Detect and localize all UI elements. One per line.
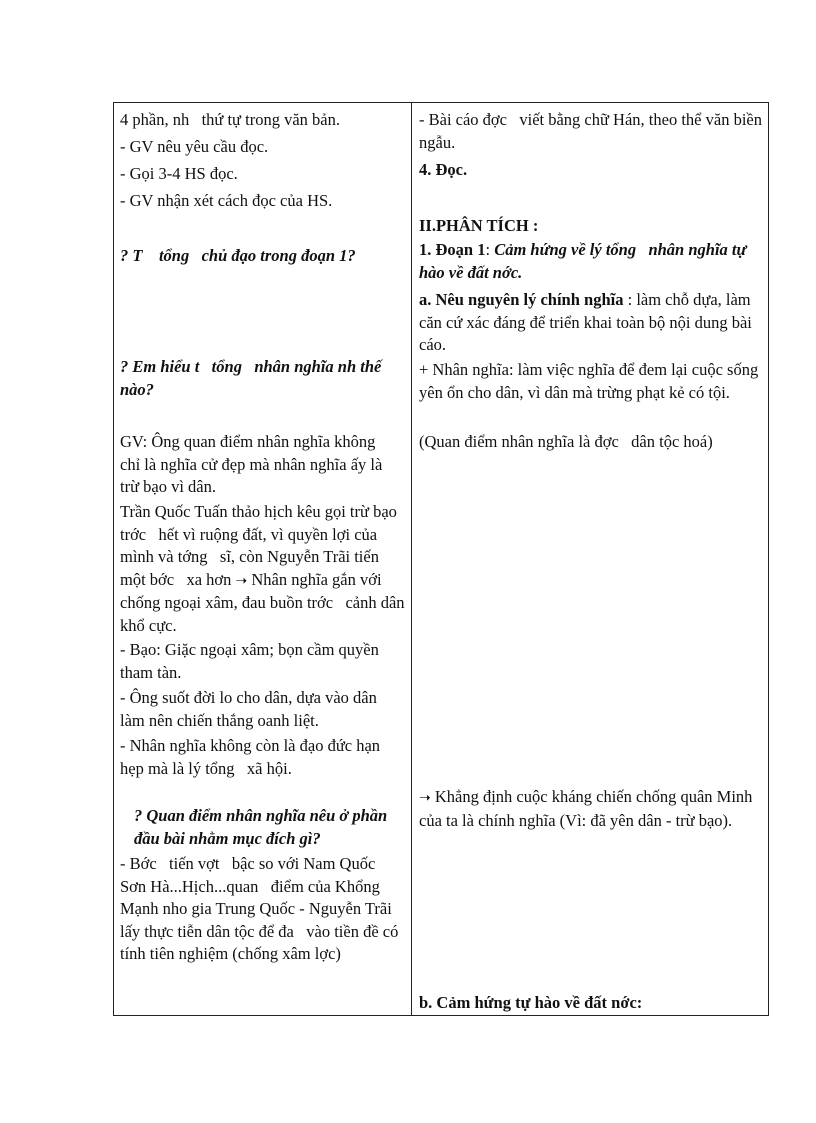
content-column bbox=[412, 103, 768, 1015]
right-paragraph bbox=[419, 786, 762, 832]
question-3: ? Quan điểm nhân nghĩa nêu ở phần đầu bài nhằm mục đích gì? bbox=[134, 806, 392, 848]
left-paragraph: - Bạo: Giặc ngoại xâm; bọn cầm quyền tham tàn. bbox=[120, 640, 384, 682]
subsection-heading bbox=[419, 239, 762, 284]
left-paragraph: - GV nêu yêu cầu đọc. bbox=[120, 137, 269, 156]
question-1: ? T tổng chủ đạo trong đoạn 1? bbox=[120, 246, 356, 265]
point-heading: a. Nêu nguyên lý chính nghĩa bbox=[419, 290, 624, 309]
question-2: ? Em hiểu t tổng nhân nghĩa nh thế nào? bbox=[120, 357, 386, 399]
left-text: Nhân nghĩa gắn với chống ngoại xâm, đau buồn trớc cảnh dân khổ cực. bbox=[120, 569, 409, 635]
arrow-right-icon: ➝ bbox=[235, 572, 248, 589]
right-paragraph: + Nhân nghĩa: làm việc nghĩa để đem lại cuộc sống yên ổn cho dân, vì dân mà trừng phạt kẻ có tội. bbox=[419, 360, 763, 402]
left-text: Trần Quốc Tuấn thảo hịch kêu gọi trừ bạo trớc hết vì ruộng đất, vì quyền lợi của mình và tớng sĩ, còn Nguyễn Trãi tiến một bớc xa hơn bbox=[120, 502, 402, 589]
left-paragraph: 4 phần, nh thứ tự trong văn bản. bbox=[120, 110, 340, 129]
point-text: : làm chỗ dựa, làm căn cứ xác đáng để triển khai toàn bộ nội dung bài cáo. bbox=[419, 290, 757, 354]
lesson-table bbox=[113, 102, 769, 1016]
right-paragraph: - Bài cáo đợc viết bằng chữ Hán, theo thể văn biền ngẫu. bbox=[419, 110, 767, 152]
left-paragraph: - Bớc tiến vợt bậc so với Nam Quốc Sơn Hà...Hịch...quan điểm của Khổng Mạnh nho gia Trung Quốc - Nguyễn Trãi lấy thực tiễn dân tộc để đa vào tiền đề có tính tiên nghiệm (chống xâm lợc) bbox=[120, 854, 403, 963]
heading-number: 1. Đoạn 1 bbox=[419, 240, 486, 259]
left-paragraph: GV: Ông quan điểm nhân nghĩa không chỉ là nghĩa cử đẹp mà nhân nghĩa ấy là trừ bạo vì dân. bbox=[120, 432, 387, 496]
right-paragraph: (Quan điểm nhân nghĩa là đợc dân tộc hoá) bbox=[419, 432, 713, 451]
section-heading: II.PHÂN TÍCH : bbox=[419, 216, 539, 235]
left-paragraph: - GV nhận xét cách đọc của HS. bbox=[120, 191, 333, 210]
heading-separator: : bbox=[485, 240, 495, 259]
heading-title: Cảm hứng về lý tổng nhân nghĩa tự hào về đất nớc. bbox=[419, 240, 751, 282]
right-text: Khẳng định cuộc kháng chiến chống quân Minh của ta là chính nghĩa (Vì: đã yên dân - trừ bạo). bbox=[419, 787, 757, 830]
right-paragraph bbox=[419, 289, 762, 357]
left-paragraph bbox=[120, 501, 409, 637]
section-heading: b. Cảm hứng tự hào về đất nớc: bbox=[419, 993, 643, 1012]
teacher-activity-column bbox=[114, 103, 411, 1015]
left-paragraph: - Ông suốt đời lo cho dân, dựa vào dân làm nên chiến thắng oanh liệt. bbox=[120, 688, 381, 730]
section-heading: 4. Đọc. bbox=[419, 160, 468, 179]
left-paragraph: - Gọi 3-4 HS đọc. bbox=[120, 164, 238, 183]
left-paragraph: - Nhân nghĩa không còn là đạo đức hạn hẹp mà là lý tổng xã hội. bbox=[120, 736, 385, 778]
arrow-right-icon: ➝ bbox=[419, 790, 431, 806]
